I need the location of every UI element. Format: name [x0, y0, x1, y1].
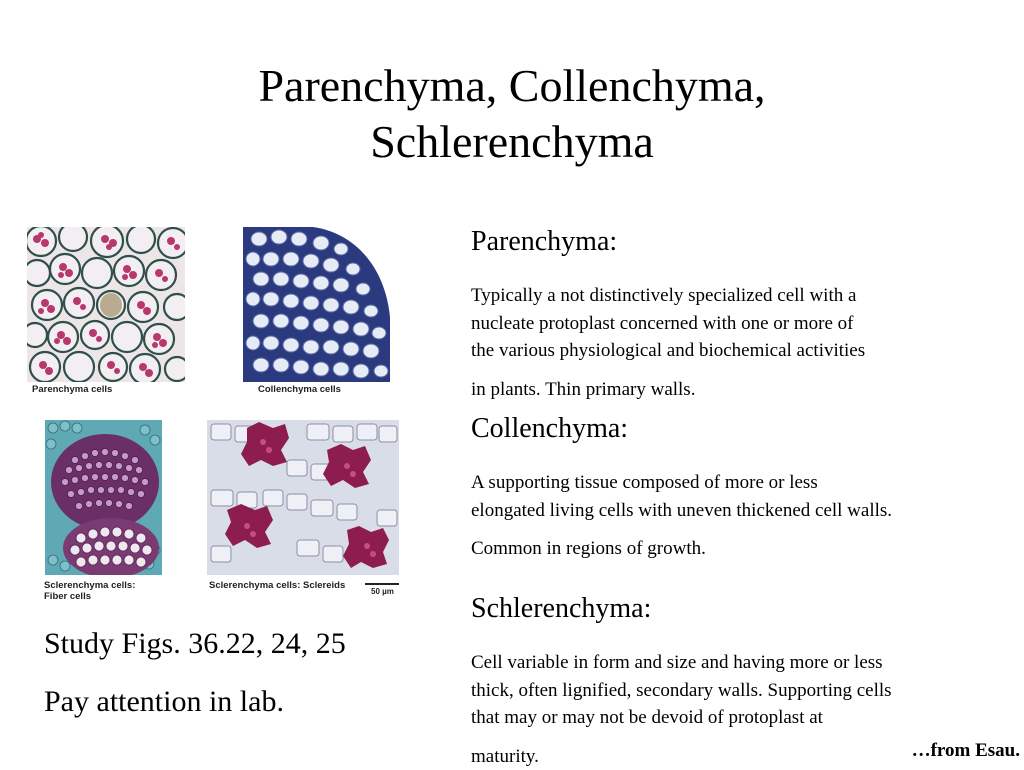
schlerenchyma-line-4: maturity.: [471, 743, 991, 770]
slide-title-line-2: Schlerenchyma: [0, 114, 1024, 170]
schlerenchyma-line-3: that may or may not be devoid of protoplast at: [471, 704, 991, 732]
study-figures-note: Study Figs. 36.22, 24, 25: [44, 627, 346, 661]
schlerenchyma-line-2: thick, often lignified, secondary walls. Supporting cells: [471, 677, 991, 705]
parenchyma-cells-image: [27, 227, 185, 382]
fiber-cells-caption-line-2: Fiber cells: [44, 591, 135, 602]
parenchyma-description: [471, 282, 991, 403]
fiber-cells-caption-line-1: Sclerenchyma cells:: [44, 580, 135, 591]
collenchyma-heading: Collenchyma:: [471, 413, 628, 445]
sclereids-image: [207, 420, 399, 575]
collenchyma-line-3: Common in regions of growth.: [471, 535, 991, 563]
collenchyma-line-2: elongated living cells with uneven thickened cell walls.: [471, 497, 991, 525]
schlerenchyma-line-1: Cell variable in form and size and having more or less: [471, 649, 991, 677]
scale-bar-label: 50 µm: [371, 587, 394, 596]
source-credit: …from Esau.: [912, 740, 1020, 762]
schlerenchyma-heading: Schlerenchyma:: [471, 593, 651, 625]
parenchyma-line-2: nucleate protoplast concerned with one or more of: [471, 310, 991, 338]
parenchyma-line-4: in plants. Thin primary walls.: [471, 376, 991, 404]
fiber-cells-micrograph: [45, 420, 162, 575]
collenchyma-description: [471, 469, 991, 563]
lab-attention-note: Pay attention in lab.: [44, 685, 284, 719]
parenchyma-heading: Parenchyma:: [471, 226, 617, 258]
parenchyma-line-3: the various physiological and biochemical activities: [471, 337, 991, 365]
scale-bar: [365, 583, 399, 585]
slide-title-line-1: Parenchyma, Collenchyma,: [0, 58, 1024, 114]
collenchyma-micrograph: [243, 227, 390, 382]
parenchyma-line-1: Typically a not distinctively specialized cell with a: [471, 282, 991, 310]
parenchyma-caption: Parenchyma cells: [32, 384, 112, 395]
sclereids-micrograph: [207, 420, 399, 575]
slide-title: [0, 58, 1024, 170]
collenchyma-caption: Collenchyma cells: [258, 384, 341, 395]
parenchyma-micrograph: [27, 227, 185, 382]
fiber-cells-caption: [44, 580, 135, 602]
sclereids-caption: Sclerenchyma cells: Sclereids: [209, 580, 345, 591]
collenchyma-line-1: A supporting tissue composed of more or less: [471, 469, 991, 497]
fiber-cells-image: [45, 420, 162, 575]
collenchyma-cells-image: [243, 227, 390, 382]
